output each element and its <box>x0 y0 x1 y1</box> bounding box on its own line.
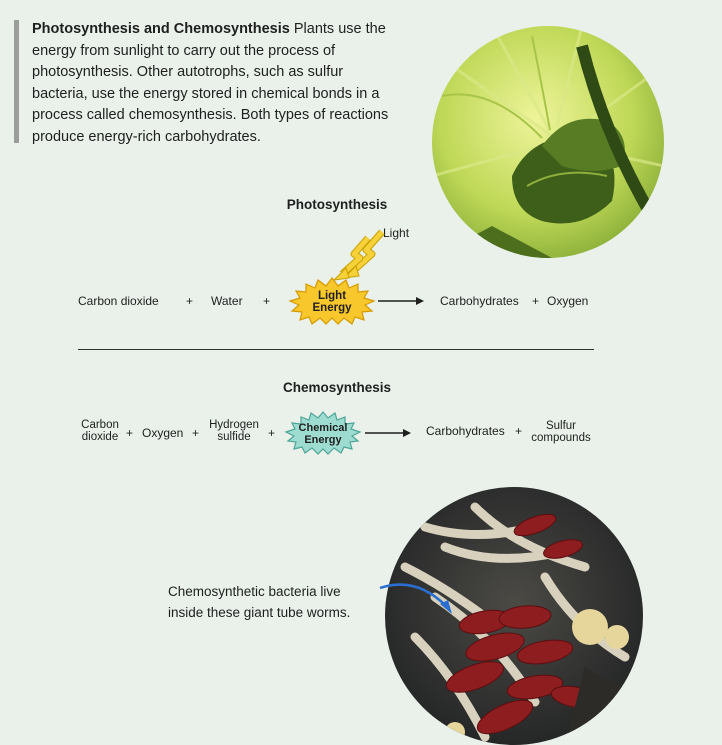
chemical-energy-burst <box>284 410 362 456</box>
reactant-carbon-line1: Carbon <box>81 419 119 431</box>
reactant-hydrogen-sulfide <box>205 419 263 443</box>
intro-paragraph <box>32 19 402 148</box>
product-carbohydrates: Carbohydrates <box>440 294 519 308</box>
caption-line2: inside these giant tube worms. <box>168 605 351 620</box>
reactant-carbon-dioxide <box>77 419 123 443</box>
plus-sign: + <box>515 424 523 438</box>
photosynthesis-heading: Photosynthesis <box>286 197 388 212</box>
light-energy-burst <box>286 276 378 326</box>
light-energy-line1: Light <box>317 290 347 302</box>
plus-sign: + <box>126 426 134 440</box>
plus-sign: + <box>192 426 200 440</box>
tube-worm-caption <box>168 581 398 623</box>
reactant-hydrogen-line1: Hydrogen <box>209 419 259 431</box>
product-carbohydrates: Carbohydrates <box>426 424 505 438</box>
light-label: Light <box>383 226 410 240</box>
section-divider <box>78 349 594 350</box>
plus-sign: + <box>268 426 276 440</box>
caption-line1: Chemosynthetic bacteria live <box>168 584 341 599</box>
reactant-hydrogen-line2: sulfide <box>217 431 251 443</box>
reactant-water: Water <box>211 294 243 308</box>
reaction-arrow <box>363 427 413 439</box>
intro-body: Plants use the energy from sunlight to carry out the process of photosynthesis. Other autotrophs, such as sulfur bacteria, use the energy stored in chemical bonds in a process called chemosynthesis. Both types of reactions produce energy-rich carbohydrates. <box>32 21 389 145</box>
light-energy-line2: Energy <box>312 302 352 314</box>
product-oxygen: Oxygen <box>547 294 589 308</box>
reactant-carbon-dioxide: Carbon dioxide <box>78 294 159 308</box>
chemical-energy-line2: Energy <box>304 434 342 446</box>
reaction-arrow <box>376 295 426 307</box>
chemical-energy-line1: Chemical <box>298 422 348 434</box>
intro-title: Photosynthesis and Chemosynthesis <box>32 21 290 37</box>
product-sulfur-line2: compounds <box>531 432 591 444</box>
leaf-photo <box>432 26 664 258</box>
product-sulfur-compounds <box>526 420 596 444</box>
product-sulfur-line1: Sulfur <box>545 420 577 432</box>
plus-sign: + <box>186 294 194 308</box>
reactant-oxygen: Oxygen <box>142 426 184 440</box>
chemosynthesis-heading: Chemosynthesis <box>282 380 392 395</box>
caption-pointer-arrow <box>376 578 456 618</box>
plus-sign: + <box>532 294 540 308</box>
reactant-carbon-line2: dioxide <box>81 431 119 443</box>
intro-accent-bar <box>14 20 19 143</box>
plus-sign: + <box>263 294 271 308</box>
